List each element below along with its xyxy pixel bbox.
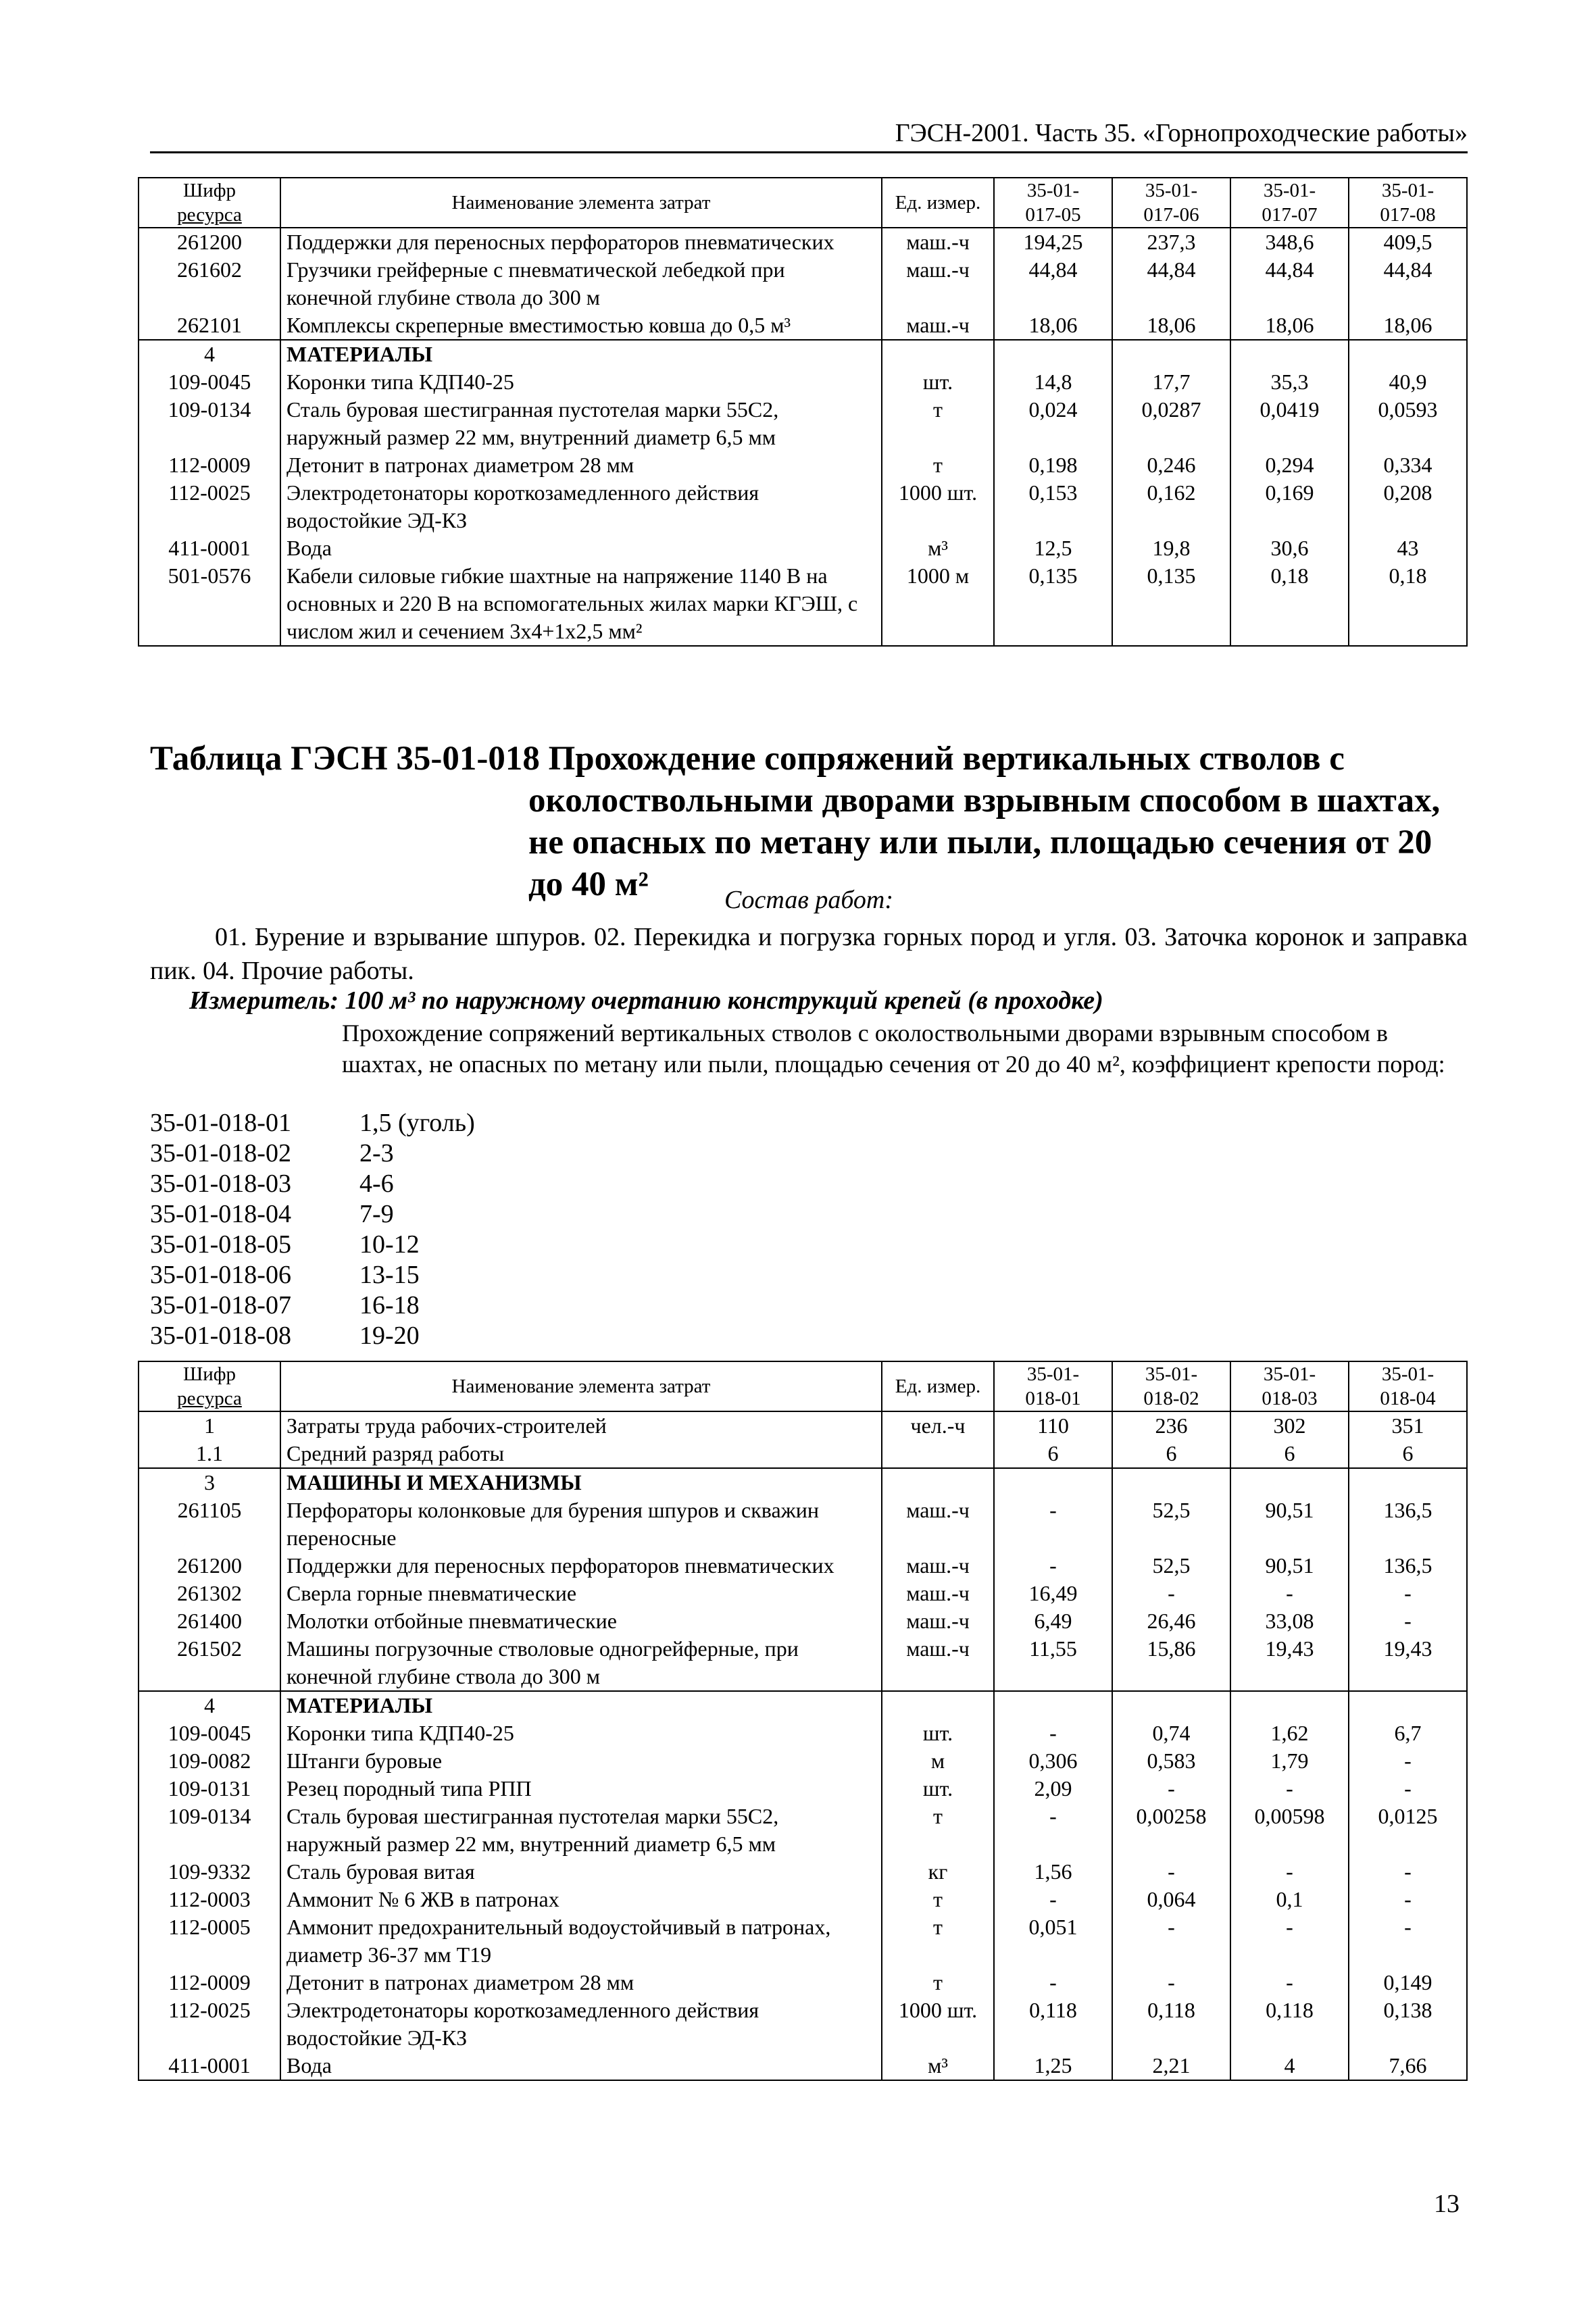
value-cell: 18,06 bbox=[1349, 311, 1467, 340]
value-cell: 0,0419 bbox=[1230, 396, 1349, 451]
measure-text: 100 м³ по наружному очертанию конструкций крепей (в проходке) bbox=[345, 986, 1103, 1015]
value-cell: 0,00598 bbox=[1230, 1803, 1349, 1858]
variant-code: 35-01-018-06 bbox=[150, 1261, 291, 1289]
unit-cell: т bbox=[882, 1803, 994, 1858]
value-cell: 0,18 bbox=[1230, 562, 1349, 646]
cost-element-name: Электродетонаторы короткозамедленного действия водостойкие ЭД-КЗ bbox=[280, 1996, 882, 2052]
value-cell: 0,306 bbox=[994, 1747, 1112, 1775]
variant-code: 35-01-018-08 bbox=[150, 1322, 291, 1350]
unit-cell: т bbox=[882, 1913, 994, 1969]
value-cell bbox=[1230, 1691, 1349, 1719]
value-cell: 90,51 bbox=[1230, 1496, 1349, 1552]
table-row bbox=[139, 534, 1467, 562]
value-cell bbox=[1230, 1468, 1349, 1496]
value-cell: - bbox=[994, 1886, 1112, 1913]
table-row bbox=[139, 1468, 1467, 1496]
value-cell: - bbox=[994, 1496, 1112, 1552]
table-row bbox=[139, 1747, 1467, 1775]
header-rule bbox=[150, 151, 1468, 153]
variant-value: 19-20 bbox=[359, 1322, 420, 1350]
unit-cell: маш.-ч bbox=[882, 1580, 994, 1607]
cost-element-name: Детонит в патронах диаметром 28 мм bbox=[280, 451, 882, 479]
value-cell: - bbox=[1349, 1580, 1467, 1607]
value-cell: 14,8 bbox=[994, 368, 1112, 396]
unit-cell: маш.-ч bbox=[882, 1607, 994, 1635]
cost-element-name: МАШИНЫ И МЕХАНИЗМЫ bbox=[280, 1468, 882, 1496]
col-header-018-03: 35-01- 018-03 bbox=[1230, 1361, 1349, 1411]
cost-element-name: Детонит в патронах диаметром 28 мм bbox=[280, 1969, 882, 1996]
value-cell: - bbox=[1112, 1775, 1230, 1803]
variant-value: 16-18 bbox=[359, 1291, 420, 1319]
value-cell: 0,135 bbox=[1112, 562, 1230, 646]
unit-cell: м³ bbox=[882, 534, 994, 562]
value-cell: 0,74 bbox=[1112, 1719, 1230, 1747]
unit-cell: чел.-ч bbox=[882, 1411, 994, 1440]
table-row bbox=[139, 479, 1467, 534]
variant-code: 35-01-018-01 bbox=[150, 1109, 291, 1137]
value-cell: 0,246 bbox=[1112, 451, 1230, 479]
variant-value: 1,5 (уголь) bbox=[359, 1109, 475, 1137]
resource-table-018 bbox=[138, 1361, 1468, 2081]
value-cell: 40,9 bbox=[1349, 368, 1467, 396]
value-cell: 17,7 bbox=[1112, 368, 1230, 396]
resource-code: 112-0003 bbox=[139, 1886, 280, 1913]
unit-cell bbox=[882, 340, 994, 368]
unit-cell: маш.-ч bbox=[882, 311, 994, 340]
table-row bbox=[139, 1635, 1467, 1691]
variant-code: 35-01-018-02 bbox=[150, 1139, 291, 1167]
resource-code: 112-0009 bbox=[139, 451, 280, 479]
value-cell: 2,21 bbox=[1112, 2052, 1230, 2080]
value-cell: 0,118 bbox=[994, 1996, 1112, 2052]
col-header-018-01: 35-01- 018-01 bbox=[994, 1361, 1112, 1411]
value-cell bbox=[994, 340, 1112, 368]
col-header-code: Шифр ресурса bbox=[139, 178, 280, 228]
value-cell: 0,208 bbox=[1349, 479, 1467, 534]
value-cell: 6 bbox=[994, 1440, 1112, 1468]
variant-code: 35-01-018-07 bbox=[150, 1291, 291, 1319]
value-cell bbox=[1112, 340, 1230, 368]
cost-element-name: Машины погрузочные стволовые одногрейферные, при конечной глубине ствола до 300 м bbox=[280, 1635, 882, 1691]
cost-element-name: Комплексы скреперные вместимостью ковша до 0,5 м³ bbox=[280, 311, 882, 340]
table-body bbox=[139, 1411, 1467, 2080]
value-cell: - bbox=[1349, 1775, 1467, 1803]
col-header-name: Наименование элемента затрат bbox=[280, 178, 882, 228]
value-cell: 19,43 bbox=[1349, 1635, 1467, 1691]
value-cell: 0,135 bbox=[994, 562, 1112, 646]
table-row bbox=[139, 1996, 1467, 2052]
table-row bbox=[139, 1580, 1467, 1607]
value-cell: 0,162 bbox=[1112, 479, 1230, 534]
cost-element-name: Сверла горные пневматические bbox=[280, 1580, 882, 1607]
value-cell: 1,25 bbox=[994, 2052, 1112, 2080]
value-cell: 0,051 bbox=[994, 1913, 1112, 1969]
variant-row bbox=[150, 1290, 758, 1321]
value-cell: 0,118 bbox=[1230, 1996, 1349, 2052]
table-row bbox=[139, 1411, 1467, 1440]
value-cell bbox=[1349, 340, 1467, 368]
table-row bbox=[139, 1496, 1467, 1552]
value-cell: 52,5 bbox=[1112, 1552, 1230, 1580]
resource-code: 261400 bbox=[139, 1607, 280, 1635]
resource-code: 112-0009 bbox=[139, 1969, 280, 1996]
resource-code: 261200 bbox=[139, 228, 280, 256]
col-header-017-05: 35-01- 017-05 bbox=[994, 178, 1112, 228]
value-cell bbox=[1112, 1468, 1230, 1496]
value-cell: - bbox=[1349, 1607, 1467, 1635]
value-cell: 19,8 bbox=[1112, 534, 1230, 562]
value-cell: 0,118 bbox=[1112, 1996, 1230, 2052]
col-header-unit: Ед. измер. bbox=[882, 178, 994, 228]
value-cell: 90,51 bbox=[1230, 1552, 1349, 1580]
resource-code: 112-0005 bbox=[139, 1913, 280, 1969]
variant-row bbox=[150, 1230, 758, 1260]
value-cell: 6,49 bbox=[994, 1607, 1112, 1635]
value-cell: - bbox=[994, 1803, 1112, 1858]
cost-element-name: Кабели силовые гибкие шахтные на напряжение 1140 В на основных и 220 В на вспомогательных жилах марки КГЭШ, с числом жил и сечением 3х4+1х2,5 мм² bbox=[280, 562, 882, 646]
value-cell: 30,6 bbox=[1230, 534, 1349, 562]
resource-code: 261502 bbox=[139, 1635, 280, 1691]
value-cell: 16,49 bbox=[994, 1580, 1112, 1607]
resource-code: 1.1 bbox=[139, 1440, 280, 1468]
value-cell: 0,024 bbox=[994, 396, 1112, 451]
value-cell: 19,43 bbox=[1230, 1635, 1349, 1691]
variant-row bbox=[150, 1169, 758, 1199]
resource-code: 3 bbox=[139, 1468, 280, 1496]
value-cell: 44,84 bbox=[1112, 256, 1230, 311]
value-cell bbox=[1230, 340, 1349, 368]
table-row bbox=[139, 1552, 1467, 1580]
table-row bbox=[139, 228, 1467, 256]
value-cell: 4 bbox=[1230, 2052, 1349, 2080]
table-row bbox=[139, 1691, 1467, 1719]
cost-element-name: Вода bbox=[280, 2052, 882, 2080]
value-cell: 0,153 bbox=[994, 479, 1112, 534]
running-header: ГЭСН-2001. Часть 35. «Горнопроходческие работы» bbox=[895, 119, 1468, 147]
value-cell: - bbox=[1349, 1886, 1467, 1913]
value-cell bbox=[1112, 1691, 1230, 1719]
variant-row bbox=[150, 1321, 758, 1351]
value-cell: 15,86 bbox=[1112, 1635, 1230, 1691]
resource-code: 1 bbox=[139, 1411, 280, 1440]
variant-code: 35-01-018-05 bbox=[150, 1230, 291, 1259]
variant-list bbox=[150, 1108, 758, 1351]
cost-element-name: Сталь буровая шестигранная пустотелая марки 55С2, наружный размер 22 мм, внутренний диаметр 6,5 мм bbox=[280, 396, 882, 451]
cost-element-name: Коронки типа КДП40-25 bbox=[280, 1719, 882, 1747]
value-cell bbox=[994, 1468, 1112, 1496]
measure-label: Измеритель: bbox=[189, 986, 339, 1015]
value-cell: - bbox=[1230, 1969, 1349, 1996]
value-cell: 6 bbox=[1230, 1440, 1349, 1468]
value-cell: - bbox=[994, 1719, 1112, 1747]
value-cell: - bbox=[1349, 1858, 1467, 1886]
value-cell: 0,138 bbox=[1349, 1996, 1467, 2052]
resource-code: 109-0045 bbox=[139, 368, 280, 396]
unit-cell: маш.-ч bbox=[882, 228, 994, 256]
value-cell: 1,62 bbox=[1230, 1719, 1349, 1747]
value-cell: 236 bbox=[1112, 1411, 1230, 1440]
cost-element-name: Вода bbox=[280, 534, 882, 562]
value-cell: 136,5 bbox=[1349, 1552, 1467, 1580]
value-cell: 0,18 bbox=[1349, 562, 1467, 646]
variant-value: 4-6 bbox=[359, 1169, 394, 1198]
value-cell: - bbox=[994, 1969, 1112, 1996]
value-cell: - bbox=[1230, 1858, 1349, 1886]
value-cell: 0,169 bbox=[1230, 479, 1349, 534]
value-cell: - bbox=[1349, 1913, 1467, 1969]
value-cell: 0,294 bbox=[1230, 451, 1349, 479]
resource-code: 262101 bbox=[139, 311, 280, 340]
table-row bbox=[139, 1886, 1467, 1913]
table-row bbox=[139, 562, 1467, 646]
variant-value: 10-12 bbox=[359, 1230, 420, 1259]
value-cell: 0,0287 bbox=[1112, 396, 1230, 451]
resource-code: 109-0082 bbox=[139, 1747, 280, 1775]
cost-element-name: Перфораторы колонковые для бурения шпуров и скважин переносные bbox=[280, 1496, 882, 1552]
unit-cell: маш.-ч bbox=[882, 256, 994, 311]
value-cell bbox=[1349, 1691, 1467, 1719]
table-body bbox=[139, 228, 1467, 646]
value-cell: 0,00258 bbox=[1112, 1803, 1230, 1858]
resource-code: 4 bbox=[139, 340, 280, 368]
value-cell: 0,1 bbox=[1230, 1886, 1349, 1913]
value-cell: 43 bbox=[1349, 534, 1467, 562]
cost-element-name: Аммонит № 6 ЖВ в патронах bbox=[280, 1886, 882, 1913]
value-cell: - bbox=[1230, 1775, 1349, 1803]
resource-code: 501-0576 bbox=[139, 562, 280, 646]
value-cell: 348,6 bbox=[1230, 228, 1349, 256]
unit-cell: маш.-ч bbox=[882, 1635, 994, 1691]
value-cell: 110 bbox=[994, 1411, 1112, 1440]
page-number: 13 bbox=[1434, 2190, 1460, 2218]
resource-code: 109-9332 bbox=[139, 1858, 280, 1886]
cost-element-name: Сталь буровая витая bbox=[280, 1858, 882, 1886]
col-header-017-07: 35-01- 017-07 bbox=[1230, 178, 1349, 228]
value-cell: 0,583 bbox=[1112, 1747, 1230, 1775]
works-text: 01. Бурение и взрывание шпуров. 02. Перекидка и погрузка горных пород и угля. 03. Заточка коронок и заправка пик. 04. Прочие работы. bbox=[150, 923, 1468, 985]
resource-code: 109-0131 bbox=[139, 1775, 280, 1803]
cost-element-name: МАТЕРИАЛЫ bbox=[280, 1691, 882, 1719]
cost-element-name: Электродетонаторы короткозамедленного действия водостойкие ЭД-КЗ bbox=[280, 479, 882, 534]
col-header-017-08: 35-01- 017-08 bbox=[1349, 178, 1467, 228]
table-row bbox=[139, 396, 1467, 451]
cost-element-name: МАТЕРИАЛЫ bbox=[280, 340, 882, 368]
unit-cell: шт. bbox=[882, 368, 994, 396]
unit-cell: кг bbox=[882, 1858, 994, 1886]
variant-row bbox=[150, 1138, 758, 1169]
value-cell: 18,06 bbox=[1112, 311, 1230, 340]
value-cell: 0,334 bbox=[1349, 451, 1467, 479]
cost-element-name: Поддержки для переносных перфораторов пневматических bbox=[280, 1552, 882, 1580]
table-title-rest: околоствольными дворами взрывным способом в шахтах, не опасных по метану или пыли, площадью сечения от 20 до 40 м² bbox=[528, 782, 1441, 903]
norm-description: Прохождение сопряжений вертикальных стволов с околоствольными дворами взрывным способом в шахтах, не опасных по метану или пыли, площадью сечения от 20 до 40 м², коэффициент крепости пород: bbox=[342, 1020, 1445, 1078]
table-row bbox=[139, 1858, 1467, 1886]
table-title bbox=[150, 738, 1468, 905]
resource-code: 411-0001 bbox=[139, 2052, 280, 2080]
table-row bbox=[139, 451, 1467, 479]
variant-code: 35-01-018-04 bbox=[150, 1200, 291, 1228]
value-cell: 1,56 bbox=[994, 1858, 1112, 1886]
unit-cell: т bbox=[882, 451, 994, 479]
value-cell bbox=[1349, 1468, 1467, 1496]
resource-code: 411-0001 bbox=[139, 534, 280, 562]
resource-code: 109-0134 bbox=[139, 396, 280, 451]
value-cell: 52,5 bbox=[1112, 1496, 1230, 1552]
col-header-name: Наименование элемента затрат bbox=[280, 1361, 882, 1411]
unit-cell: маш.-ч bbox=[882, 1496, 994, 1552]
table-row bbox=[139, 1969, 1467, 1996]
unit-cell: шт. bbox=[882, 1719, 994, 1747]
unit-cell bbox=[882, 1468, 994, 1496]
unit-cell: маш.-ч bbox=[882, 1552, 994, 1580]
unit-cell: т bbox=[882, 1886, 994, 1913]
col-header-017-06: 35-01- 017-06 bbox=[1112, 178, 1230, 228]
table-row bbox=[139, 1913, 1467, 1969]
resource-table-017 bbox=[138, 177, 1468, 647]
table-row bbox=[139, 1607, 1467, 1635]
value-cell: 35,3 bbox=[1230, 368, 1349, 396]
variant-value: 13-15 bbox=[359, 1261, 420, 1289]
cost-element-name: Грузчики грейферные с пневматической лебедкой при конечной глубине ствола до 300 м bbox=[280, 256, 882, 311]
value-cell: 11,55 bbox=[994, 1635, 1112, 1691]
variant-value: 7-9 bbox=[359, 1200, 394, 1228]
value-cell: 44,84 bbox=[994, 256, 1112, 311]
value-cell: - bbox=[1112, 1858, 1230, 1886]
value-cell: 6 bbox=[1112, 1440, 1230, 1468]
cost-element-name: Затраты труда рабочих-строителей bbox=[280, 1411, 882, 1440]
unit-cell: шт. bbox=[882, 1775, 994, 1803]
col-header-unit: Ед. измер. bbox=[882, 1361, 994, 1411]
unit-cell: 1000 м bbox=[882, 562, 994, 646]
value-cell bbox=[994, 1691, 1112, 1719]
resource-code: 261105 bbox=[139, 1496, 280, 1552]
value-cell: 44,84 bbox=[1230, 256, 1349, 311]
cost-element-name: Молотки отбойные пневматические bbox=[280, 1607, 882, 1635]
table-row bbox=[139, 1440, 1467, 1468]
value-cell: 136,5 bbox=[1349, 1496, 1467, 1552]
resource-code: 112-0025 bbox=[139, 1996, 280, 2052]
value-cell: - bbox=[1112, 1580, 1230, 1607]
value-cell: 0,0125 bbox=[1349, 1803, 1467, 1858]
value-cell: 6 bbox=[1349, 1440, 1467, 1468]
value-cell: 2,09 bbox=[994, 1775, 1112, 1803]
value-cell: 0,198 bbox=[994, 451, 1112, 479]
unit-cell bbox=[882, 1440, 994, 1468]
cost-element-name: Поддержки для переносных перфораторов пневматических bbox=[280, 228, 882, 256]
resource-code: 112-0025 bbox=[139, 479, 280, 534]
cost-element-name: Средний разряд работы bbox=[280, 1440, 882, 1468]
table-title-lead: Таблица ГЭСН 35-01-018 Прохождение сопряжений вертикальных стволов с bbox=[150, 740, 1345, 778]
unit-cell: м³ bbox=[882, 2052, 994, 2080]
cost-element-name: Резец породный типа РПП bbox=[280, 1775, 882, 1803]
value-cell: 351 bbox=[1349, 1411, 1467, 1440]
col-header-018-02: 35-01- 018-02 bbox=[1112, 1361, 1230, 1411]
cost-element-name: Сталь буровая шестигранная пустотелая марки 55С2, наружный размер 22 мм, внутренний диаметр 6,5 мм bbox=[280, 1803, 882, 1858]
value-cell: 12,5 bbox=[994, 534, 1112, 562]
value-cell: - bbox=[1230, 1913, 1349, 1969]
unit-cell: 1000 шт. bbox=[882, 479, 994, 534]
value-cell: 302 bbox=[1230, 1411, 1349, 1440]
table-row bbox=[139, 1775, 1467, 1803]
variant-row bbox=[150, 1108, 758, 1138]
cost-element-name: Штанги буровые bbox=[280, 1747, 882, 1775]
works-heading: Состав работ: bbox=[724, 886, 894, 914]
col-header-code: Шифр ресурса bbox=[139, 1361, 280, 1411]
unit-cell: 1000 шт. bbox=[882, 1996, 994, 2052]
variant-value: 2-3 bbox=[359, 1139, 394, 1167]
cost-element-name: Аммонит предохранительный водоустойчивый в патронах, диаметр 36-37 мм Т19 bbox=[280, 1913, 882, 1969]
variant-row bbox=[150, 1199, 758, 1230]
value-cell: 18,06 bbox=[1230, 311, 1349, 340]
cost-element-name: Коронки типа КДП40-25 bbox=[280, 368, 882, 396]
resource-code: 261602 bbox=[139, 256, 280, 311]
value-cell: 6,7 bbox=[1349, 1719, 1467, 1747]
value-cell: 33,08 bbox=[1230, 1607, 1349, 1635]
table-row bbox=[139, 368, 1467, 396]
resource-code: 261200 bbox=[139, 1552, 280, 1580]
value-cell: 26,46 bbox=[1112, 1607, 1230, 1635]
value-cell: 44,84 bbox=[1349, 256, 1467, 311]
value-cell: - bbox=[1349, 1747, 1467, 1775]
value-cell: 194,25 bbox=[994, 228, 1112, 256]
value-cell: - bbox=[1112, 1969, 1230, 1996]
table-row bbox=[139, 311, 1467, 340]
unit-cell: м bbox=[882, 1747, 994, 1775]
resource-code: 109-0045 bbox=[139, 1719, 280, 1747]
value-cell: - bbox=[1112, 1913, 1230, 1969]
value-cell: - bbox=[1230, 1580, 1349, 1607]
value-cell: 237,3 bbox=[1112, 228, 1230, 256]
table-row bbox=[139, 2052, 1467, 2080]
unit-cell: т bbox=[882, 1969, 994, 1996]
value-cell: 409,5 bbox=[1349, 228, 1467, 256]
value-cell: 0,064 bbox=[1112, 1886, 1230, 1913]
resource-code: 4 bbox=[139, 1691, 280, 1719]
table-row bbox=[139, 340, 1467, 368]
value-cell: - bbox=[994, 1552, 1112, 1580]
variant-code: 35-01-018-03 bbox=[150, 1169, 291, 1198]
unit-cell: т bbox=[882, 396, 994, 451]
table-row bbox=[139, 1803, 1467, 1858]
resource-code: 109-0134 bbox=[139, 1803, 280, 1858]
table-row bbox=[139, 1719, 1467, 1747]
value-cell: 1,79 bbox=[1230, 1747, 1349, 1775]
value-cell: 0,149 bbox=[1349, 1969, 1467, 1996]
table-row bbox=[139, 256, 1467, 311]
variant-row bbox=[150, 1260, 758, 1290]
col-header-018-04: 35-01- 018-04 bbox=[1349, 1361, 1467, 1411]
value-cell: 0,0593 bbox=[1349, 396, 1467, 451]
resource-code: 261302 bbox=[139, 1580, 280, 1607]
value-cell: 7,66 bbox=[1349, 2052, 1467, 2080]
unit-cell bbox=[882, 1691, 994, 1719]
value-cell: 18,06 bbox=[994, 311, 1112, 340]
measure-line bbox=[189, 984, 1473, 1017]
